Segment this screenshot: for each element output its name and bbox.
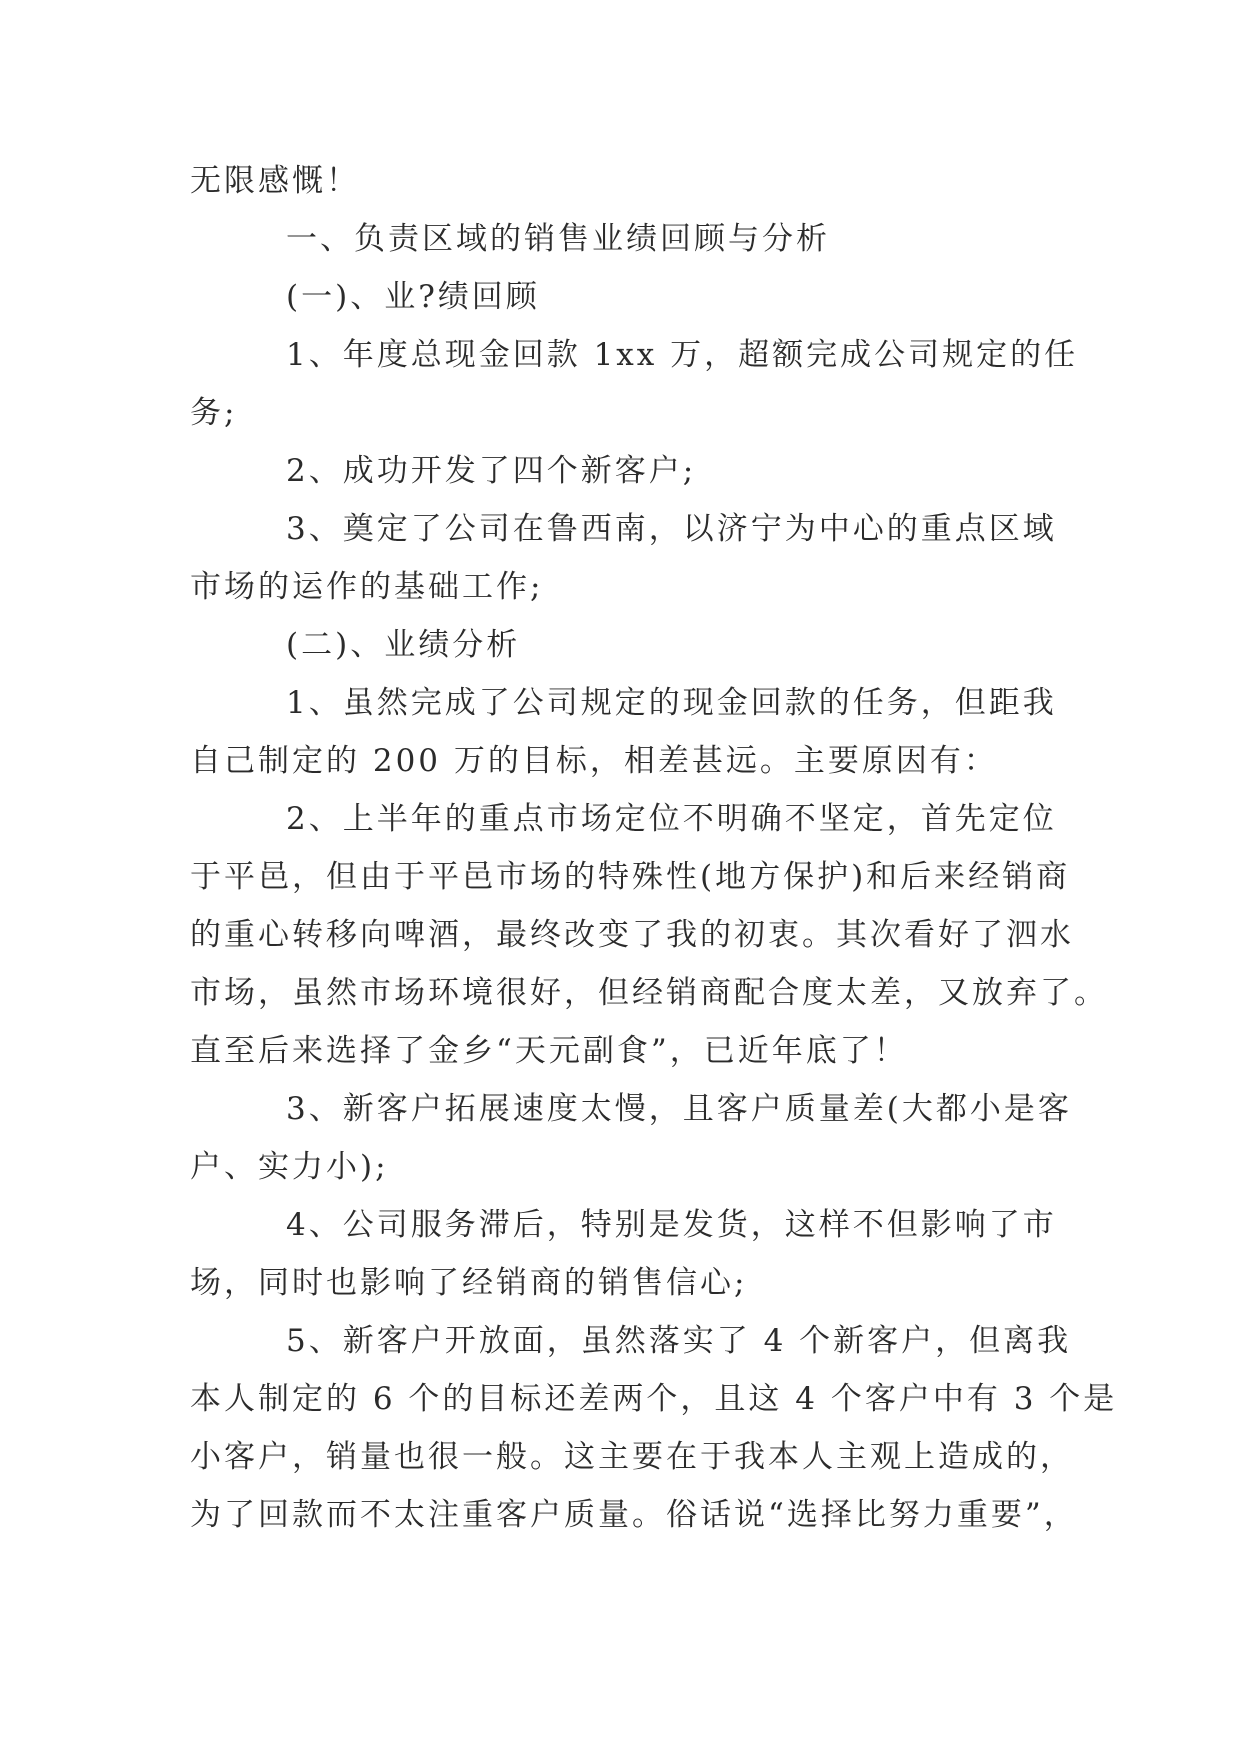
text-line: 无限感慨！ xyxy=(190,163,360,199)
document-body xyxy=(190,152,1118,1544)
text-line: 1、虽然完成了公司规定的现金回款的任务，但距我 xyxy=(286,685,1057,721)
text-line: 2、成功开发了四个新客户; xyxy=(286,453,697,489)
text-line: 自己制定的 200 万的目标，相差甚远。主要原因有： xyxy=(190,743,998,779)
text-line: 小客户，销量也很一般。这主要在于我本人主观上造成的， xyxy=(190,1439,1074,1475)
text-line: 为了回款而不太注重客户质量。俗话说“选择比努力重要”， xyxy=(190,1497,1078,1533)
text-line: 市场，虽然市场环境很好，但经销商配合度太差，又放弃了。 xyxy=(190,975,1108,1011)
text-line: 2、上半年的重点市场定位不明确不坚定，首先定位 xyxy=(286,801,1057,837)
text-line: 务; xyxy=(190,395,238,431)
text-line: 一、负责区域的销售业绩回顾与分析 xyxy=(286,221,830,257)
text-line: 4、公司服务滞后，特别是发货，这样不但影响了市 xyxy=(286,1207,1057,1243)
text-line: 场，同时也影响了经销商的销售信心; xyxy=(190,1265,748,1301)
text-line: 本人制定的 6 个的目标还差两个，且这 4 个客户中有 3 个是 xyxy=(190,1381,1118,1417)
text-line: 直至后来选择了金乡“天元副食”，已近年底了！ xyxy=(190,1033,908,1069)
text-line: 5、新客户开放面，虽然落实了 4 个新客户，但离我 xyxy=(286,1323,1072,1359)
text-line: 1、年度总现金回款 1xx 万，超额完成公司规定的任 xyxy=(286,337,1079,373)
text-line: 市场的运作的基础工作; xyxy=(190,569,544,605)
text-line: (一)、业?绩回顾 xyxy=(286,279,540,315)
text-line: 户、实力小); xyxy=(190,1149,389,1185)
text-line: 3、奠定了公司在鲁西南，以济宁为中心的重点区域 xyxy=(286,511,1057,547)
text-line: (二)、业绩分析 xyxy=(286,627,521,663)
text-line: 的重心转移向啤酒，最终改变了我的初衷。其次看好了泗水 xyxy=(190,917,1074,953)
text-line: 于平邑，但由于平邑市场的特殊性(地方保护)和后来经销商 xyxy=(190,859,1071,895)
text-line: 3、新客户拓展速度太慢，且客户质量差(大都小是客 xyxy=(286,1091,1072,1127)
